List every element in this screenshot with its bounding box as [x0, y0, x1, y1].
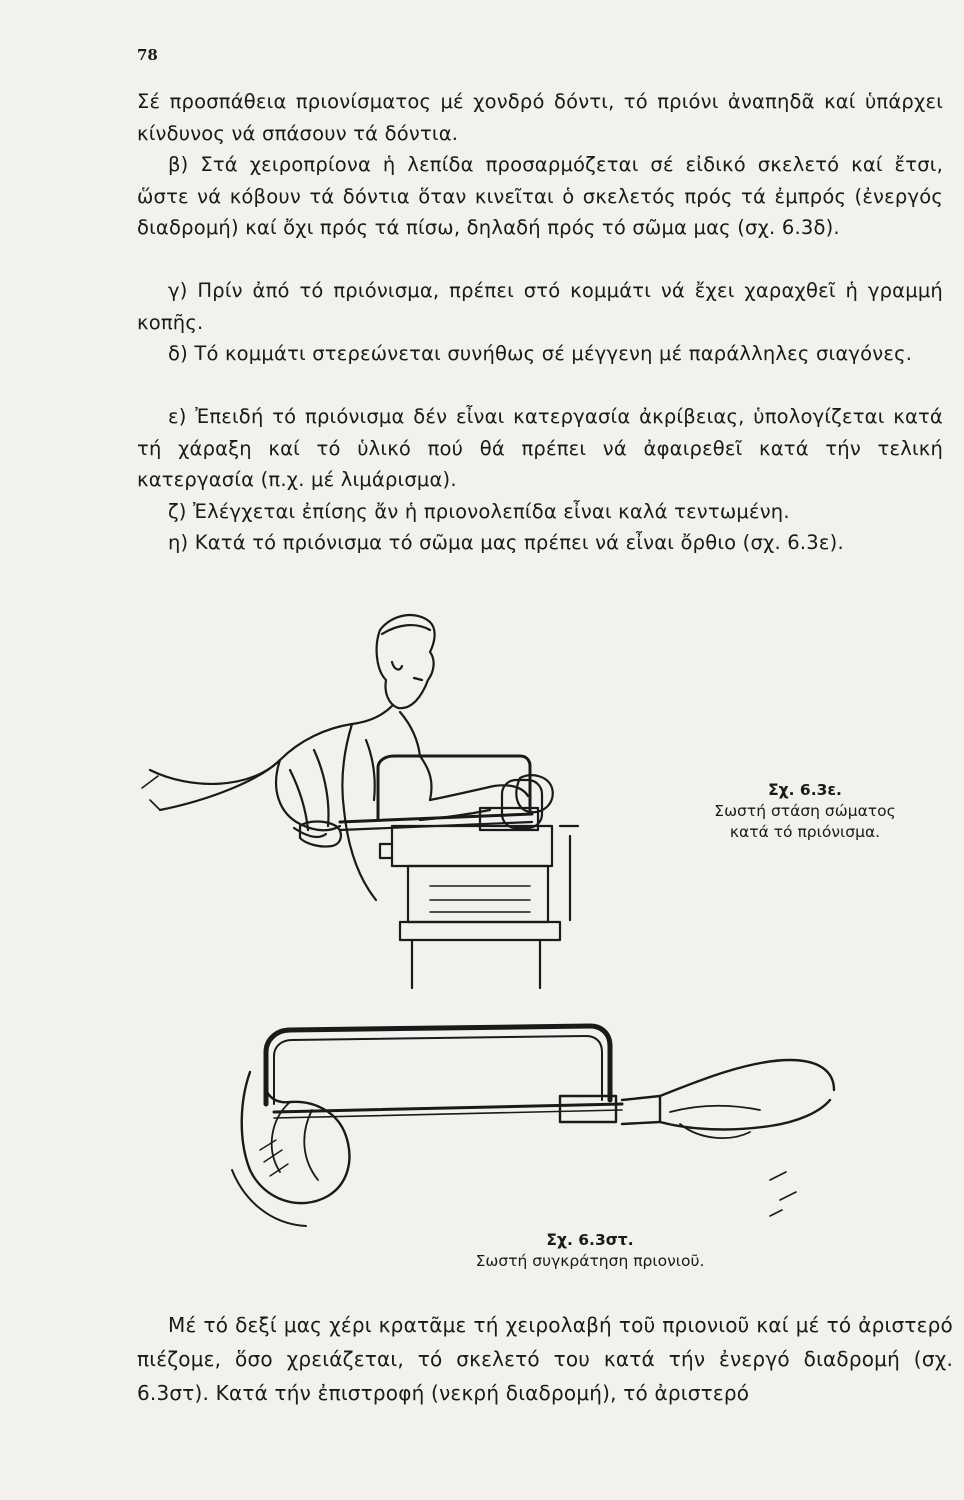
list-item-d: δ) Τό κομμάτι στερεώνεται συνήθως σέ μέγγενη μέ παράλληλες σιαγόνες. — [168, 342, 913, 365]
list-item-e: ε) Ἐπειδή τό πριόνισμα δέν εἶναι κατεργασία ἀκρίβειας, ὑπολογίζεται κατά τή χάραξη καί τό ὑλικό πού θά πρέπει νά ἀφαιρεθεῖ κατά τήν τελική κατεργασία (π.χ. μέ λιμάρισμα). — [137, 405, 943, 491]
figure-number: Σχ. 6.3στ. — [546, 1231, 634, 1249]
figure-caption-grip — [440, 1230, 740, 1272]
body-paragraph: Μέ τό δεξί μας χέρι κρατᾶμε τή χειρολαβή τοῦ πριονιοῦ καί μέ τό ἀριστερό πιέζομε, ὅσο χρειάζεται, τό σκελετό του κατά τήν ἐνεργό διαδρομή (σχ. 6.3στ). Κατά τήν ἐπιστροφή (νεκρή διαδρομή), τό ἀριστερό — [137, 1313, 953, 1405]
list-item-z: ζ) Ἐλέγχεται ἐπίσης ἄν ἡ πριονολεπίδα εἶναι καλά τεντωμένη. — [168, 500, 790, 523]
man-sawing-at-vise-illustration — [130, 600, 600, 990]
page-number: 78 — [137, 46, 158, 64]
hands-holding-hacksaw-illustration — [230, 1000, 840, 1230]
figure-number: Σχ. 6.3ε. — [768, 781, 842, 799]
list-item-c: γ) Πρίν ἀπό τό πριόνισμα, πρέπει στό κομμάτι νά ἔχει χαραχθεῖ ἡ γραμμή κοπῆς. — [137, 279, 943, 334]
list-item-h: η) Κατά τό πριόνισμα τό σῶμα μας πρέπει νά εἶναι ὄρθιο (σχ. 6.3ε). — [168, 531, 844, 554]
list-item-b: β) Στά χειροπρίονα ἡ λεπίδα προσαρμόζεται σέ εἰδικό σκελετό καί ἔτσι, ὥστε νά κόβουν τά δόντια ὅταν κινεῖται ὁ σκελετός πρός τά ἐμπρός (ἐνεργός διαδρομή) καί ὄχι πρός τά πίσω, δηλαδή πρός τό σῶμα μας (σχ. 6.3δ). — [137, 153, 943, 239]
figure-description: κατά τό πριόνισμα. — [729, 823, 881, 841]
figure-description: Σωστή συγκράτηση πριονιοῦ. — [475, 1252, 705, 1270]
figure-description: Σωστή στάση σώματος — [714, 802, 896, 820]
figure-caption-posture — [690, 780, 920, 843]
continuation-paragraph: Σέ προσπάθεια πριονίσματος μέ χονδρό δόντι, τό πριόνι ἀναπηδᾶ καί ὑπάρχει κίνδυνος νά σπάσουν τά δόντια. — [137, 90, 943, 145]
